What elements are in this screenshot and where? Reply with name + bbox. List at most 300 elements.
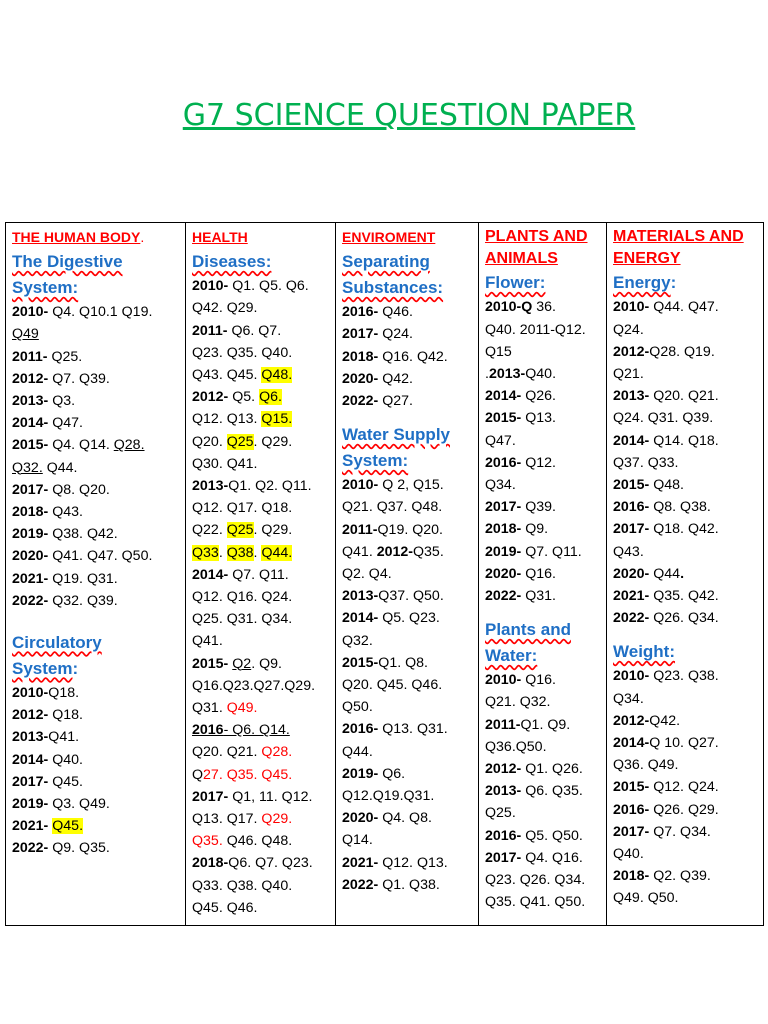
list-item	[12, 726, 182, 748]
list-item	[342, 785, 475, 807]
list-item	[485, 407, 603, 429]
entry-text: Q12. Q24.	[649, 779, 719, 796]
entry-text: Q12. Q17. Q18.	[192, 500, 293, 517]
list-item	[485, 802, 603, 824]
question-index-table	[5, 222, 764, 926]
entry-text: Q24.	[613, 321, 644, 338]
list-item	[613, 665, 760, 687]
entry-text: Q26.	[521, 388, 556, 405]
entry-text: Q42.	[649, 712, 681, 729]
entry-text: Q26. Q29.	[649, 801, 719, 818]
list-item	[192, 320, 332, 342]
list-item	[12, 249, 182, 275]
entry-text: 2011-	[342, 521, 378, 538]
entry-text: . Q29.	[253, 522, 293, 539]
entry-text: Q22.	[192, 522, 227, 539]
entry-text: Q36. Q49.	[613, 757, 679, 774]
section-heading: Diseases:	[192, 252, 272, 272]
list-item	[192, 408, 332, 430]
entry-text: Q44.	[342, 743, 373, 760]
entry-text: Q2. Q39.	[649, 868, 711, 885]
entry-text: Q38	[226, 544, 254, 561]
entry-text: .	[680, 565, 685, 582]
list-item	[192, 364, 332, 386]
entry-text: 2013-	[613, 388, 650, 405]
entry-text: Q45.	[52, 818, 84, 835]
entry-text: Q40.	[525, 366, 557, 383]
section-heading: Water Supply	[342, 425, 450, 445]
entry-text: 2021-	[12, 818, 49, 835]
list-item	[342, 674, 475, 696]
entry-text: 2012-	[192, 389, 229, 406]
list-item	[613, 541, 760, 563]
entry-text: Q25	[226, 522, 254, 539]
list-item	[192, 275, 332, 297]
entry-text: Q44	[649, 565, 681, 582]
list-item	[485, 758, 603, 780]
entry-text: 2012-	[485, 761, 522, 778]
list-item	[192, 630, 332, 652]
list-item	[342, 630, 475, 652]
list-item	[485, 643, 603, 669]
entry-text: 2019-	[342, 765, 379, 782]
list-item	[613, 639, 760, 665]
entry-text: Q3. Q49.	[48, 796, 110, 813]
entry-text: Q18.	[48, 685, 80, 702]
entry-text: Q4. Q10.1 Q19.	[48, 304, 153, 321]
list-item	[613, 430, 760, 452]
entry-text: Q21. Q32.	[485, 694, 551, 711]
section-heading: System:	[342, 451, 409, 471]
entry-text: Q 10. Q27.	[649, 735, 719, 752]
entry-text: .	[218, 544, 227, 561]
entry-text: Q8. Q38.	[649, 499, 711, 516]
list-item	[485, 691, 603, 713]
list-item	[192, 697, 332, 719]
entry-text: 36.	[532, 299, 556, 316]
entry-text: Q24. Q31. Q39.	[613, 410, 714, 427]
list-item	[485, 452, 603, 474]
list-item	[613, 754, 760, 776]
list-item	[192, 786, 332, 808]
entry-text: 2018-	[613, 868, 650, 885]
section-heading: Circulatory	[12, 633, 102, 653]
entry-text: 2021-	[12, 570, 49, 587]
entry-text: 2022-	[12, 592, 49, 609]
entry-text: Q29.	[261, 811, 293, 828]
section-heading: Substances:	[342, 278, 444, 298]
entry-text: Q41. Q47. Q50.	[48, 548, 153, 565]
entry-text: 2013-	[12, 729, 49, 746]
entry-text: Q6.	[378, 765, 406, 782]
list-item	[613, 607, 760, 629]
list-item	[192, 564, 332, 586]
list-item	[12, 590, 182, 612]
list-item	[485, 563, 603, 585]
entry-text: Q41.	[48, 729, 80, 746]
list-item	[613, 385, 760, 407]
entry-text: 2019-	[12, 526, 49, 543]
list-item	[342, 741, 475, 763]
entry-text: - Q6. Q14.	[223, 722, 290, 739]
column-plants-animals	[479, 223, 607, 926]
list-item	[342, 368, 475, 390]
entry-text: 2013-	[192, 478, 229, 495]
entry-text: Q38. Q42.	[48, 526, 118, 543]
entry-text: 2018-	[485, 521, 522, 538]
section-heading: Energy	[613, 273, 671, 293]
entry-text: Q41.	[342, 543, 377, 560]
entry-text: 2022-	[613, 610, 650, 627]
entry-text: Q36.Q50.	[485, 738, 547, 755]
entry-text: 2018-	[12, 504, 49, 521]
entry-text: 2016	[192, 722, 224, 739]
entry-text: Q13. Q31.	[378, 721, 448, 738]
list-item	[613, 226, 760, 248]
entry-text: Q1. Q2. Q11.	[228, 478, 312, 495]
entry-text: Q19. Q31.	[48, 570, 118, 587]
section-heading: PLANTS AND	[485, 228, 588, 245]
list-item	[342, 563, 475, 585]
list-item	[12, 368, 182, 390]
list-item	[485, 869, 603, 891]
entry-text: Q 2, Q15.	[378, 477, 444, 494]
entry-text: Q13. Q17.	[192, 811, 262, 828]
entry-text: 2017-	[342, 326, 379, 343]
entry-text: Q6.	[259, 389, 282, 406]
list-item	[485, 496, 603, 518]
entry-text: 2018-	[342, 348, 379, 365]
list-item	[613, 563, 760, 585]
entry-text: 2019-	[485, 543, 522, 560]
entry-text: Q49. Q50.	[613, 890, 679, 907]
entry-text: Q21. Q37. Q48.	[342, 499, 443, 516]
list-item	[613, 407, 760, 429]
list-item	[342, 585, 475, 607]
list-item	[192, 297, 332, 319]
list-item	[12, 301, 182, 323]
list-item	[613, 843, 760, 865]
list-item	[342, 718, 475, 740]
list-item	[342, 519, 475, 541]
entry-text: 2014-	[485, 388, 522, 405]
entry-text: Q21.	[613, 366, 644, 383]
list-item	[12, 412, 182, 434]
entry-text: . Q29.	[253, 433, 293, 450]
entry-text: Q32.	[342, 632, 373, 649]
entry-text: Q7. Q11.	[521, 543, 582, 560]
list-item	[192, 741, 332, 763]
list-item	[342, 346, 475, 368]
entry-text: 27. Q35. Q45.	[203, 766, 293, 783]
spacer	[485, 607, 603, 617]
entry-text: 2020-	[613, 565, 650, 582]
list-item	[613, 585, 760, 607]
section-heading: :	[670, 273, 677, 293]
page-title: G7 SCIENCE QUESTION PAPER	[182, 98, 636, 133]
spacer	[342, 412, 475, 422]
list-item	[192, 453, 332, 475]
entry-text: Q6. Q35.	[521, 783, 583, 800]
entry-text: Q28. Q19.	[649, 343, 715, 360]
entry-text: .	[253, 544, 262, 561]
entry-text: 2010-	[12, 304, 49, 321]
list-item	[12, 390, 182, 412]
list-item	[613, 270, 760, 296]
entry-text: Q42.	[378, 370, 413, 387]
entry-text: 2010-	[12, 685, 49, 702]
list-item	[12, 568, 182, 590]
entry-text: Q44.	[261, 544, 293, 561]
entry-text: Q16. Q42.	[378, 348, 448, 365]
list-item	[12, 457, 182, 479]
entry-text: Q18.	[48, 707, 83, 724]
entry-text: Q32.	[12, 459, 43, 476]
entry-text: Q12.	[521, 454, 556, 471]
entry-text: Q25.	[47, 348, 83, 365]
list-item	[342, 496, 475, 518]
entry-text: Q24.	[378, 326, 413, 343]
entry-text: Q45. Q46.	[192, 899, 258, 916]
list-item	[12, 749, 182, 771]
entry-text: Q5.	[228, 389, 260, 406]
list-item	[485, 385, 603, 407]
list-item	[12, 523, 182, 545]
entry-text: Q43.	[48, 504, 83, 521]
entry-text: Q46.	[378, 304, 413, 321]
list-item	[192, 608, 332, 630]
entry-text: Q37. Q50.	[378, 588, 444, 605]
entry-text: Q30. Q41.	[192, 455, 258, 472]
entry-text: 2013-	[488, 366, 526, 383]
entry-text: Q16.	[521, 565, 556, 582]
entry-text: 2011-	[192, 322, 228, 339]
entry-text: Q23. Q26. Q34.	[485, 872, 586, 889]
entry-text: Q28.	[261, 744, 293, 761]
entry-text: Q40.	[48, 751, 83, 768]
entry-text: Q33. Q38. Q40.	[192, 877, 293, 894]
entry-text: Q47.	[485, 432, 516, 449]
entry-text: Q20.	[192, 433, 227, 450]
entry-text: Q20. Q21.	[192, 744, 262, 761]
entry-text: Q5. Q23.	[378, 610, 440, 627]
list-item	[613, 518, 760, 540]
entry-text: Q50.	[342, 699, 373, 716]
entry-text: Q47.	[48, 415, 83, 432]
entry-text: Q44.	[42, 459, 78, 476]
list-item	[192, 830, 332, 852]
list-item	[192, 897, 332, 919]
entry-text: 2020-	[12, 548, 49, 565]
list-item	[485, 780, 603, 802]
column-environment	[336, 223, 479, 926]
entry-text: 2021-	[613, 588, 650, 605]
entry-text: Q31.	[521, 588, 556, 605]
entry-text: 2013-	[485, 783, 522, 800]
list-item	[485, 714, 603, 736]
entry-text: 2016-	[613, 801, 650, 818]
list-item	[485, 248, 603, 270]
entry-text: Q39.	[521, 499, 556, 516]
entry-text: Q31.	[192, 700, 227, 717]
list-item	[12, 771, 182, 793]
entry-text: 2017-	[613, 823, 650, 840]
entry-text: Q49.	[226, 700, 258, 717]
list-item	[613, 363, 760, 385]
section-heading: THE HUMAN BODY	[12, 229, 141, 245]
section-heading: HEALTH	[192, 229, 248, 245]
entry-text: Q7. Q34.	[649, 823, 711, 840]
spacer	[613, 629, 760, 639]
section-heading: Plants and	[485, 620, 571, 640]
entry-text: Q37. Q33.	[613, 454, 679, 471]
entry-text: Q48.	[261, 367, 293, 384]
entry-text: 2017-	[12, 773, 49, 790]
list-item	[485, 363, 603, 385]
section-heading: MATERIALS AND	[613, 228, 744, 245]
list-item	[192, 431, 332, 453]
entry-text: Q25. Q31. Q34.	[192, 611, 293, 628]
entry-text: Q4. Q8.	[378, 810, 432, 827]
list-item	[342, 390, 475, 412]
entry-text: 2016-	[342, 304, 379, 321]
entry-text: 2017-	[485, 499, 522, 516]
entry-text: 2017-	[192, 788, 229, 805]
list-item	[485, 226, 603, 248]
entry-text: 2012-	[12, 370, 49, 387]
entry-text: Q49	[12, 326, 39, 343]
list-item	[613, 341, 760, 363]
entry-text: Q20. Q21.	[649, 388, 719, 405]
entry-text: 2010-	[342, 477, 379, 494]
list-item	[342, 874, 475, 896]
entry-text: Q25.	[485, 805, 516, 822]
entry-text: 2011-	[12, 348, 48, 365]
entry-text: Q34.	[613, 690, 644, 707]
entry-text: 2022-	[342, 876, 379, 893]
entry-text: 2016-	[485, 454, 522, 471]
entry-text: Q6. Q7. Q23.	[228, 855, 313, 872]
list-item	[342, 474, 475, 496]
list-item	[192, 519, 332, 541]
list-item	[342, 323, 475, 345]
entry-text: Q3.	[48, 393, 76, 410]
list-item	[613, 732, 760, 754]
list-item	[485, 847, 603, 869]
list-item	[192, 226, 332, 249]
list-item	[342, 652, 475, 674]
entry-text: 2018-	[192, 855, 229, 872]
entry-text: Q25	[226, 433, 254, 450]
list-item	[613, 887, 760, 909]
section-heading: ANIMALS	[485, 250, 558, 268]
entry-text: Q7. Q39.	[48, 370, 110, 387]
section-heading: :	[72, 659, 79, 679]
entry-text: 2015-	[192, 655, 229, 672]
list-item	[12, 815, 182, 837]
list-item	[192, 542, 332, 564]
list-item	[485, 669, 603, 691]
entry-text: 2012-	[376, 543, 413, 560]
section-heading: System:	[12, 278, 79, 298]
entry-text: Q14. Q18.	[649, 432, 719, 449]
entry-text: Q2. Q4.	[342, 566, 392, 583]
list-item	[613, 821, 760, 843]
entry-text: Q40. 2011-Q12.	[485, 321, 586, 338]
entry-text: 2020-	[485, 565, 522, 582]
list-item	[342, 448, 475, 474]
entry-text: 2015-	[342, 654, 379, 671]
list-item	[342, 301, 475, 323]
entry-text: 2017-	[485, 849, 522, 866]
entry-text: Q4. Q14.	[48, 437, 114, 454]
list-item	[192, 586, 332, 608]
entry-text: Q1. Q9.	[520, 716, 571, 733]
entry-text: 2010-	[613, 299, 650, 316]
entry-text: Q15.	[261, 411, 293, 428]
entry-text: 2011-	[485, 716, 521, 733]
list-item	[613, 688, 760, 710]
list-item	[12, 479, 182, 501]
list-item	[485, 825, 603, 847]
entry-text: Q33	[192, 544, 219, 561]
section-heading: Water:	[485, 646, 538, 666]
entry-text: Q35.	[413, 543, 444, 560]
list-item	[12, 704, 182, 726]
entry-text: 2013-	[12, 393, 49, 410]
entry-text: Q35. Q41. Q50.	[485, 894, 586, 911]
entry-text: 2012-	[12, 707, 49, 724]
entry-text: Q34.	[485, 477, 516, 494]
entry-text: Q43.	[613, 543, 644, 560]
entry-text: .	[485, 366, 489, 383]
entry-text: 2010-	[192, 278, 229, 295]
list-item	[485, 541, 603, 563]
list-item	[12, 434, 182, 456]
section-heading: System	[12, 659, 73, 679]
entry-text: Q26. Q34.	[649, 610, 719, 627]
list-item	[613, 776, 760, 798]
section-heading: ENERGY	[613, 250, 681, 268]
entry-text: 2014-	[342, 610, 379, 627]
entry-text: 2022-	[485, 588, 522, 605]
list-item	[613, 710, 760, 732]
list-item	[485, 270, 603, 296]
entry-text: 2012-	[613, 712, 650, 729]
list-item	[485, 617, 603, 643]
entry-text: Q46. Q48.	[222, 833, 293, 850]
list-item	[342, 607, 475, 629]
entry-text: Q1. Q8.	[378, 654, 428, 671]
entry-text: 2015-	[613, 477, 650, 494]
list-item	[192, 675, 332, 697]
entry-text: 2016-	[342, 721, 379, 738]
entry-text: Q35. Q42.	[649, 588, 719, 605]
entry-text: Q32. Q39.	[48, 592, 118, 609]
column-human-body	[6, 223, 186, 926]
spacer	[12, 612, 182, 630]
list-item	[342, 807, 475, 829]
list-item	[485, 518, 603, 540]
entry-text: 2021-	[342, 854, 379, 871]
list-item	[192, 342, 332, 364]
entry-text: 2019-	[12, 796, 49, 813]
entry-text: Q12.Q19.Q31.	[342, 788, 435, 805]
entry-text: Q1. Q26.	[521, 761, 583, 778]
list-item	[12, 346, 182, 368]
entry-text: 2022-	[12, 840, 49, 857]
list-item	[12, 656, 182, 682]
